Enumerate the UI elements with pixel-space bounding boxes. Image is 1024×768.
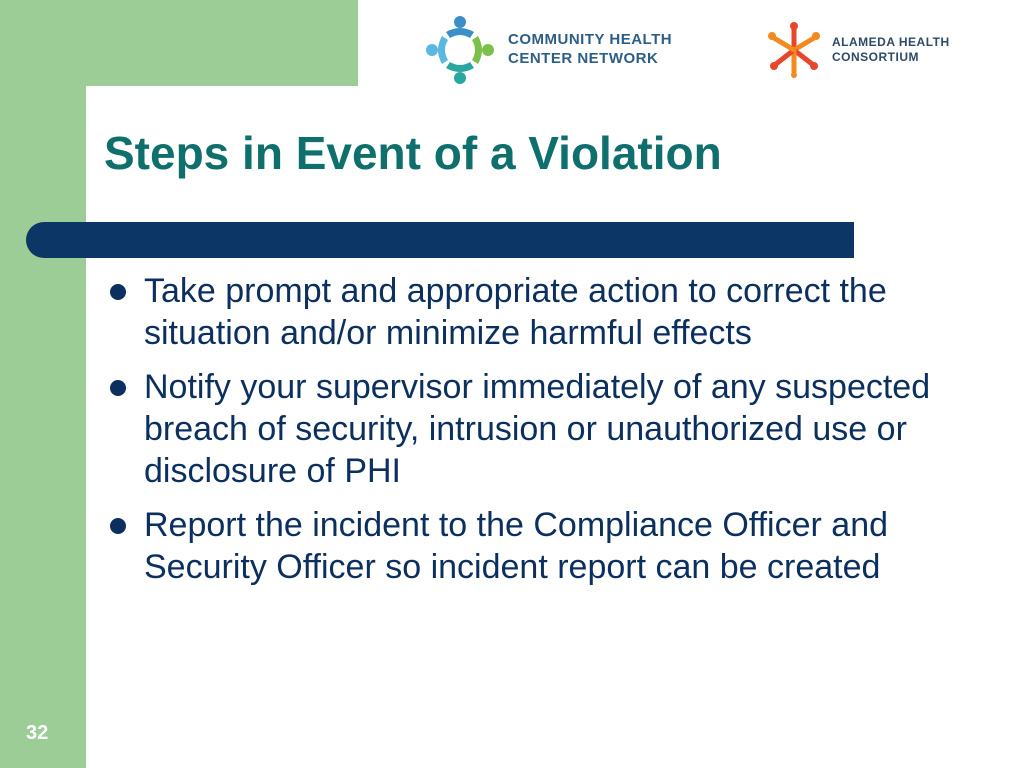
- logo-right-line2: CONSORTIUM: [832, 50, 919, 64]
- people-star-logo-icon: [766, 22, 822, 78]
- bullet-dot-icon: [110, 518, 126, 534]
- bullet-item: [104, 270, 984, 354]
- green-side-band: [0, 0, 86, 768]
- slide-title: Steps in Event of a Violation: [104, 127, 722, 179]
- bullet-text: Report the incident to the Compliance Officer and Security Officer so incident report can be created: [144, 506, 889, 586]
- bullet-dot-icon: [110, 284, 126, 300]
- people-circle-logo-icon: [424, 14, 496, 86]
- bullet-item: [104, 366, 984, 492]
- logo-left-line1: COMMUNITY HEALTH: [508, 31, 673, 49]
- community-health-center-network-logo: [424, 14, 672, 86]
- bullet-item: [104, 504, 984, 588]
- green-top-band: [0, 0, 358, 86]
- bullet-list: [104, 270, 984, 600]
- title-underline-bar: [26, 222, 854, 258]
- logo-right-line1: ALAMEDA HEALTH: [832, 35, 950, 49]
- bullet-text: Take prompt and appropriate action to correct the situation and/or minimize harmful effects: [144, 272, 887, 352]
- bullet-text: Notify your supervisor immediately of any suspected breach of security, intrusion or unauthorized use or disclosure of PHI: [144, 368, 931, 490]
- bullet-dot-icon: [110, 380, 126, 396]
- alameda-health-consortium-logo: [766, 22, 950, 78]
- logo-left-line2: CENTER NETWORK: [508, 50, 659, 67]
- page-number: 32: [26, 722, 49, 744]
